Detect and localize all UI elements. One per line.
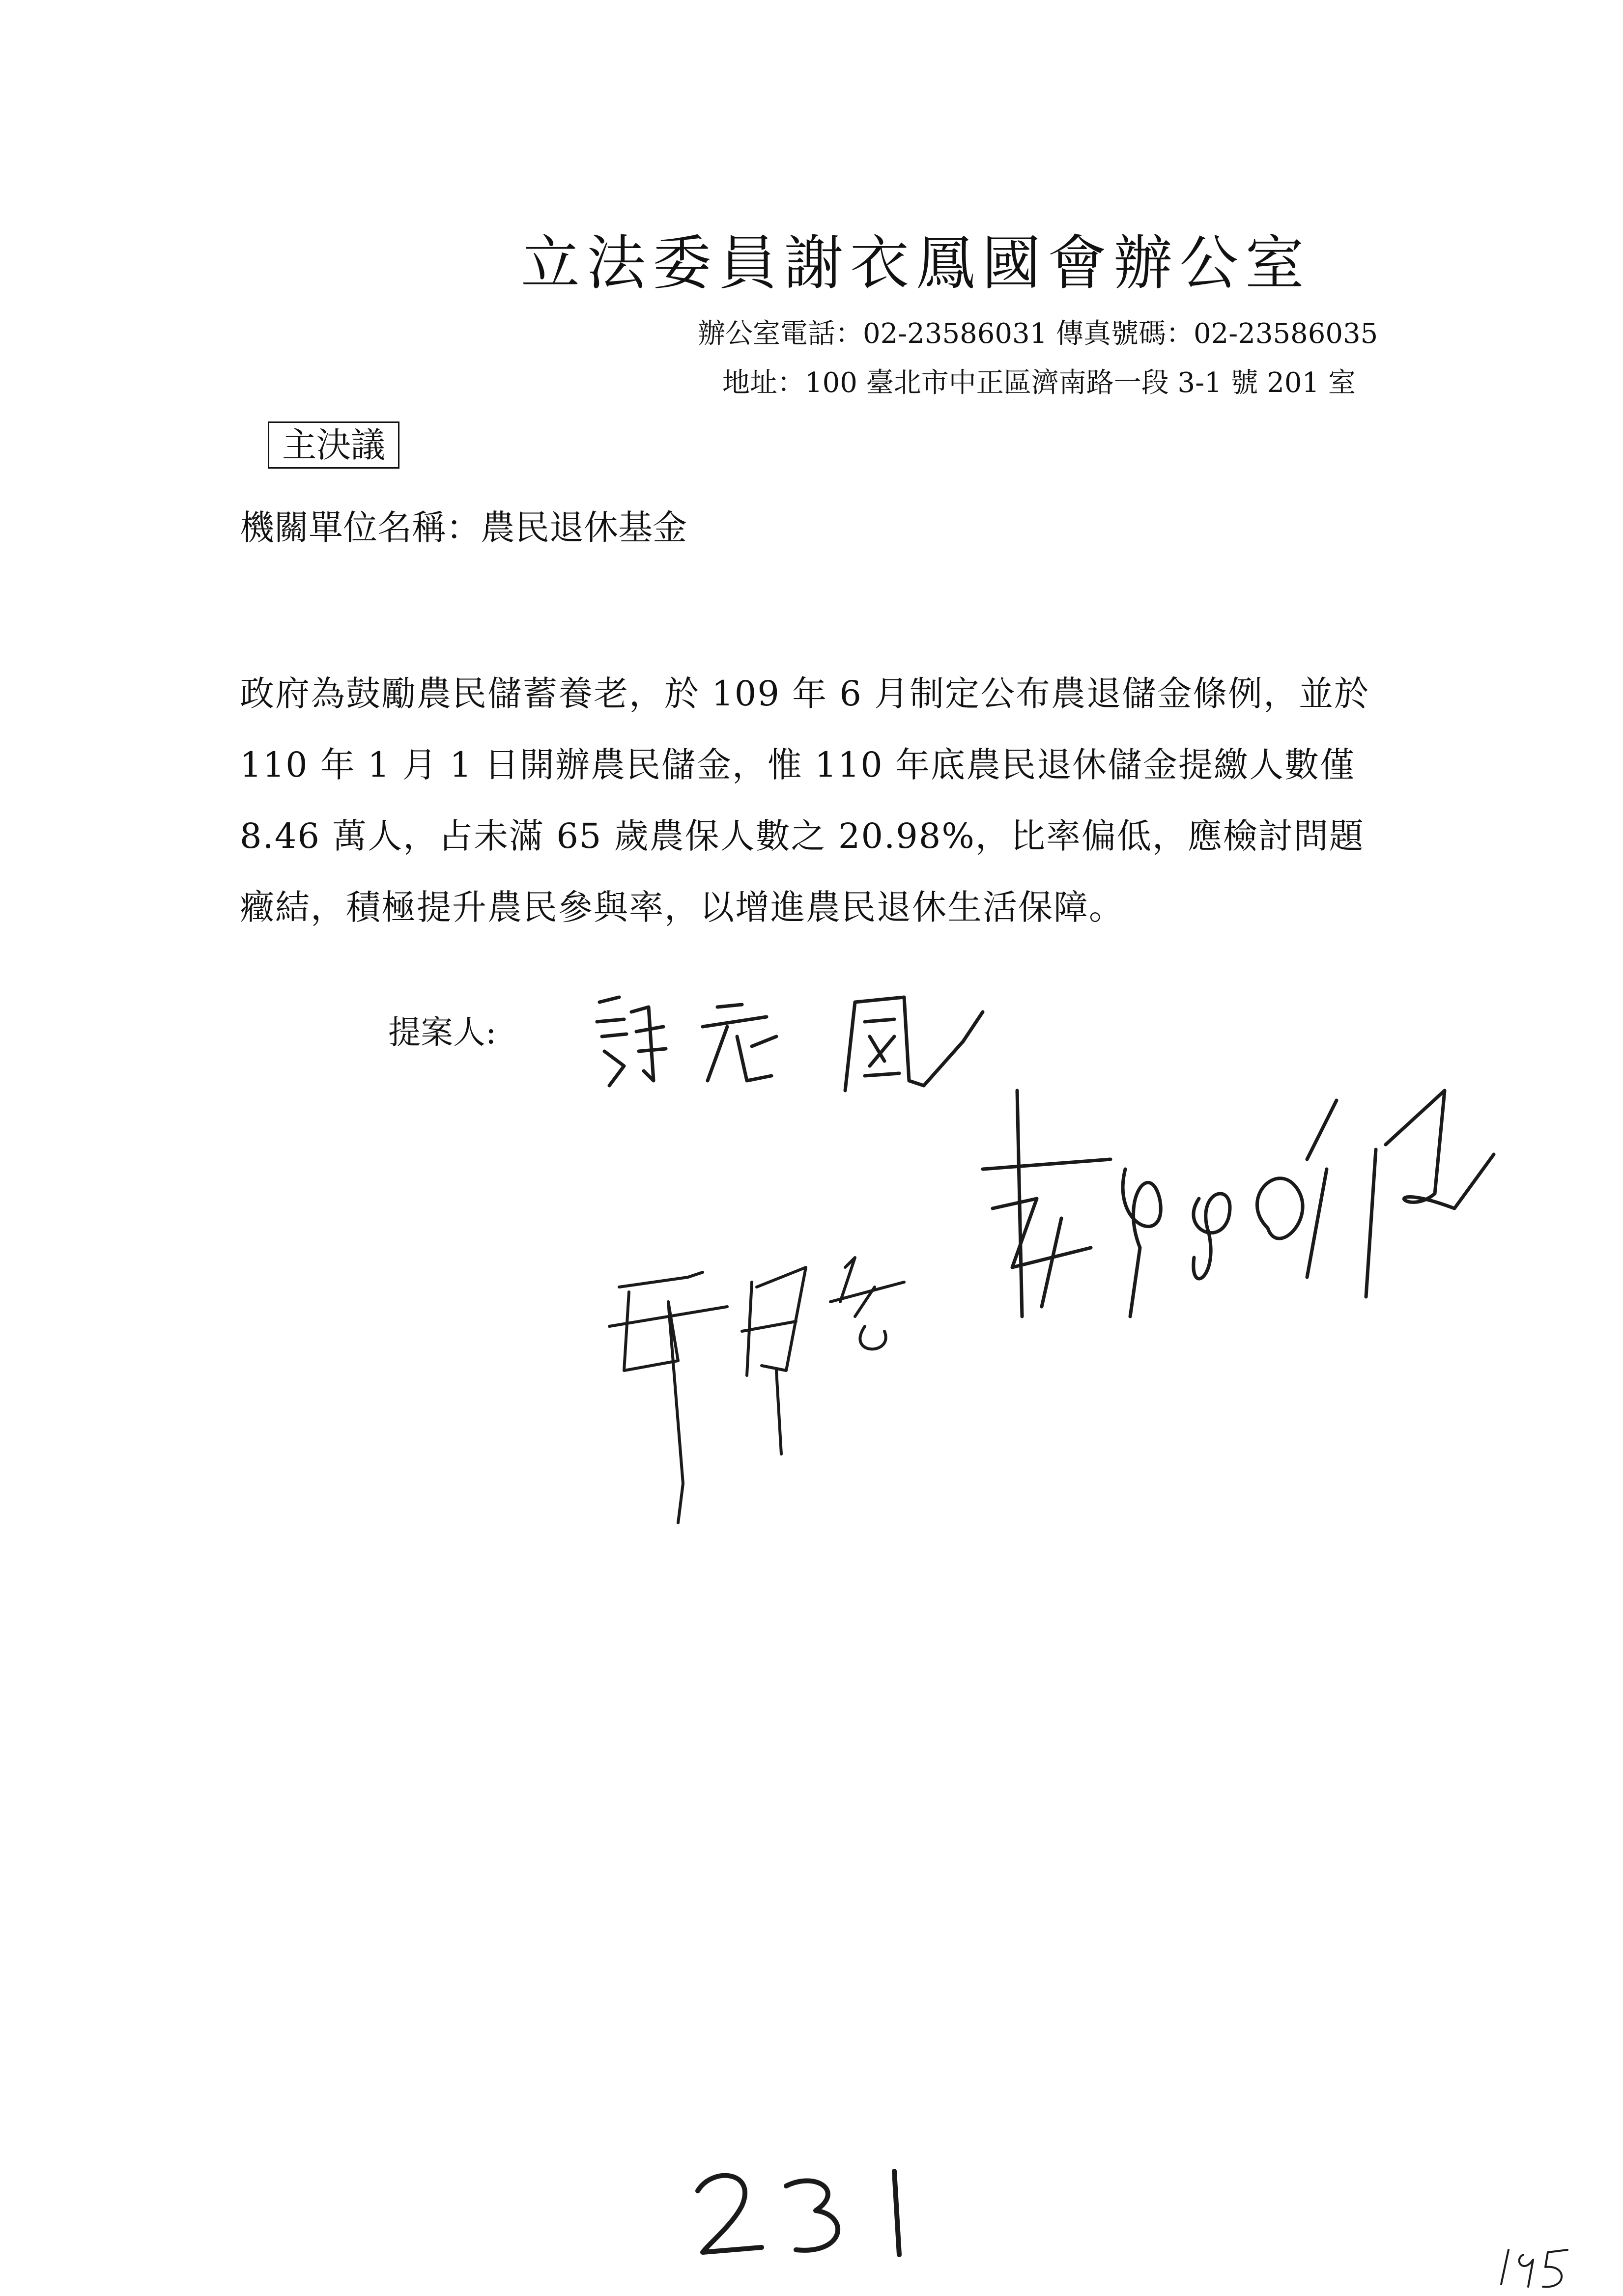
signature-third [599,1228,953,1544]
decision-label-box: 主決議 [268,421,399,469]
agency-line: 機關單位名稱：農民退休基金 [240,507,687,548]
signature-second [963,1071,1513,1328]
signature-xie-yifeng [590,982,1012,1142]
handwritten-page-number [688,2161,924,2262]
office-title: 立法委員謝衣鳳國會辦公室 [521,229,1311,298]
office-address: 地址：100 臺北市中正區濟南路一段 3-1 號 201 室 [722,367,1356,399]
proposer-label: 提案人: [388,1013,497,1051]
small-page-number [1494,2240,1592,2296]
resolution-body: 政府為鼓勵農民儲蓄養老，於 109 年 6 月制定公布農退儲金條例，並於 110 年 1 月 1 日開辦農民儲金，惟 110 年底農民退休儲金提繳人數僅 8.46 萬人，占未滿 65 歲農保人數之 20.98%，比率偏低，應檢討問題癥結，積極提升農民參與率，以增進農民退休生活保障。 [240,673,1370,927]
office-contact: 辦公室電話：02-23586031 傳真號碼：02-23586035 [698,318,1378,350]
